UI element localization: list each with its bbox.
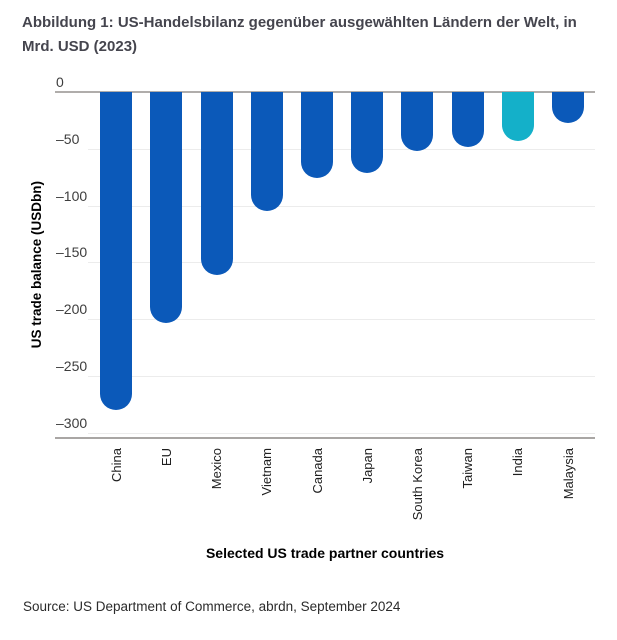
- y-tick-label-0: 0: [56, 74, 64, 90]
- x-category-label-china: China: [108, 448, 124, 482]
- bar-taiwan: [452, 92, 484, 147]
- y-tick-label--200: –200: [56, 301, 88, 318]
- bar-south-korea: [401, 92, 433, 151]
- bar-china: [100, 92, 132, 410]
- source-text: Source: US Department of Commerce, abrdn, September 2024: [23, 599, 401, 614]
- x-axis-line: [55, 437, 595, 439]
- y-axis-title: US trade balance (USDbn): [28, 181, 44, 349]
- bar-canada: [301, 92, 333, 178]
- bar-vietnam: [251, 92, 283, 211]
- x-category-label-eu: EU: [158, 448, 174, 467]
- x-category-label-canada: Canada: [309, 448, 325, 494]
- x-category-label-malaysia: Malaysia: [560, 448, 576, 500]
- x-category-label-india: India: [510, 448, 526, 477]
- x-category-label-vietnam: Vietnam: [259, 448, 275, 496]
- bar-india: [502, 92, 534, 141]
- chart-title-line1: Abbildung 1: US-Handelsbilanz gegenüber ausgewählten Ländern der Welt, in: [22, 14, 577, 31]
- x-category-label-taiwan: Taiwan: [460, 448, 476, 489]
- x-axis-title: Selected US trade partner countries: [205, 545, 445, 561]
- y-tick-label--250: –250: [56, 358, 88, 374]
- y-tick-label--300: –300: [56, 414, 88, 431]
- bar-mexico: [201, 92, 233, 275]
- gridline--300: [88, 433, 595, 434]
- y-tick-label--100: –100: [56, 187, 88, 204]
- chart-title-line2: Mrd. USD (2023): [22, 38, 138, 55]
- bar-malaysia: [552, 92, 584, 123]
- y-tick-label--50: –50: [56, 130, 80, 147]
- gridline--250: [88, 376, 595, 377]
- bar-japan: [351, 92, 383, 173]
- x-category-label-mexico: Mexico: [209, 448, 225, 490]
- x-category-label-japan: Japan: [359, 448, 375, 484]
- y-tick-label--150: –150: [56, 244, 88, 261]
- chart-title: [22, 11, 602, 59]
- bar-eu: [150, 92, 182, 323]
- x-category-label-south-korea: South Korea: [409, 448, 425, 521]
